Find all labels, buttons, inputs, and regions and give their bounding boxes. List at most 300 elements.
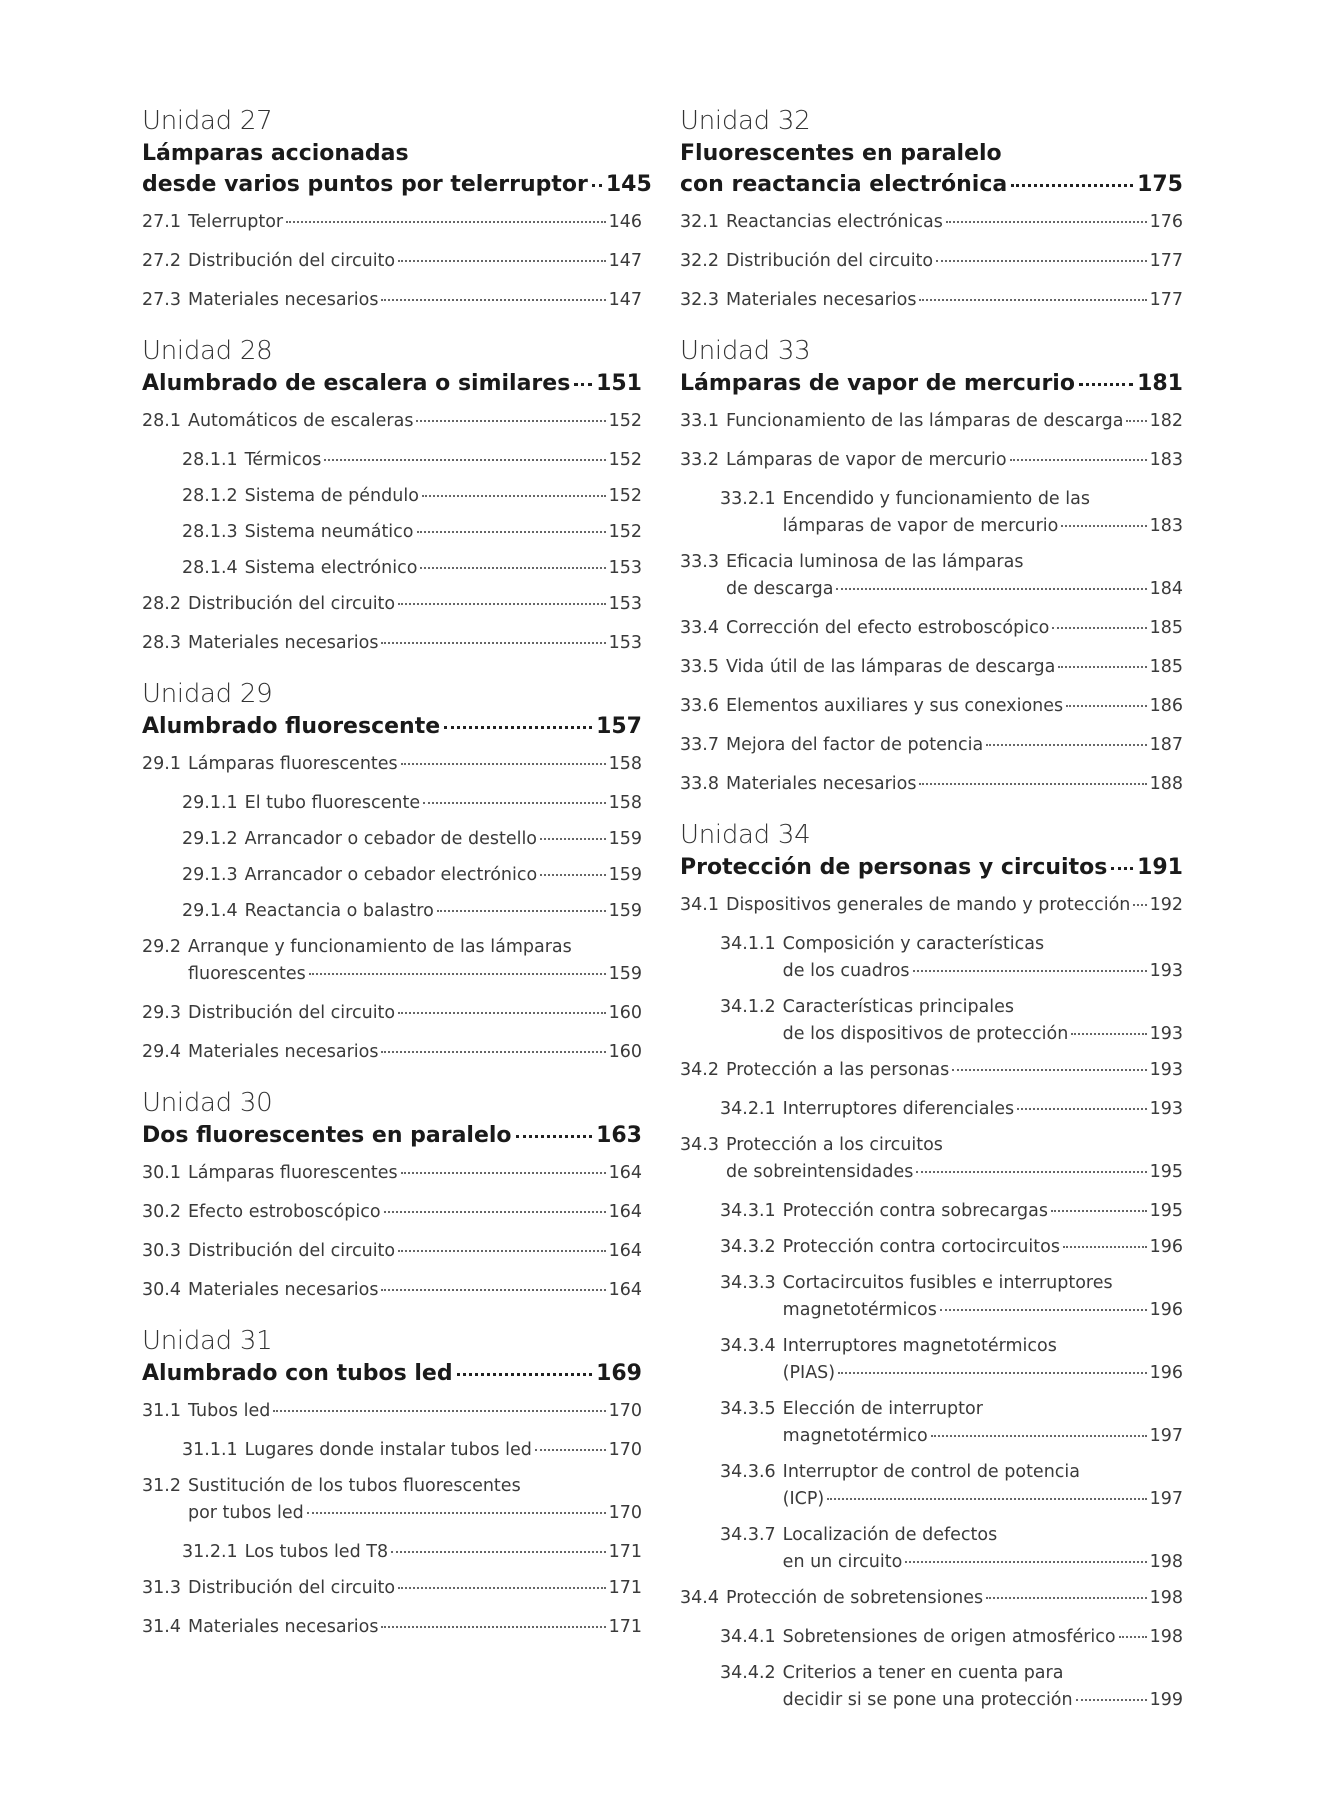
unit-title <box>142 711 642 742</box>
section-title-line: Distribución del circuito <box>725 251 934 271</box>
dot-leader <box>1071 1033 1146 1035</box>
section-page-number: 153 <box>608 633 642 653</box>
toc-entry <box>680 1585 1183 1612</box>
toc-subentry <box>142 447 642 474</box>
section-title-last-line <box>726 248 1183 275</box>
section-number: 28.3 <box>142 633 181 653</box>
section-page-number: 146 <box>608 212 642 232</box>
section-title-line: Elementos auxiliares y sus conexiones <box>725 696 1064 716</box>
toc-entry <box>142 1160 642 1187</box>
section-number: 29.1 <box>142 754 181 774</box>
section-body <box>188 1238 642 1265</box>
toc-entry <box>680 771 1183 798</box>
section-page-number: 183 <box>1149 516 1183 536</box>
section-body <box>188 1039 642 1066</box>
section-body <box>245 519 642 546</box>
dot-leader <box>540 838 606 840</box>
section-title-line: El tubo fluorescente <box>244 793 421 813</box>
section-title-line: Distribución del circuito <box>187 594 396 614</box>
toc-subentry <box>680 1333 1183 1387</box>
section-body <box>726 447 1183 474</box>
dot-leader <box>1052 627 1146 629</box>
section-body <box>188 1614 642 1641</box>
toc-entry <box>680 287 1183 314</box>
section-number: 34.3.1 <box>720 1201 776 1221</box>
section-title-last-line <box>783 1423 1183 1450</box>
unit-page-number: 145 <box>605 172 652 197</box>
section-body <box>726 248 1183 275</box>
dot-leader <box>324 459 605 461</box>
unit-title-last-line <box>142 711 642 742</box>
section-title-last-line <box>245 1539 642 1566</box>
dot-leader <box>398 1012 605 1014</box>
section-body <box>245 826 642 853</box>
section-body <box>783 931 1183 985</box>
toc-entry <box>142 287 642 314</box>
section-number: 33.6 <box>680 696 719 716</box>
section-body <box>783 1660 1183 1714</box>
section-body <box>188 1199 642 1226</box>
section-page-number: 198 <box>1149 1552 1183 1572</box>
dot-leader <box>931 1435 1147 1437</box>
section-page-number: 170 <box>608 1503 642 1523</box>
section-page-number: 177 <box>1149 290 1183 310</box>
toc-subentry <box>142 826 642 853</box>
section-body <box>783 1333 1183 1387</box>
section-title-last-line <box>245 826 642 853</box>
section-title-last-line <box>188 209 642 236</box>
section-body <box>726 1585 1183 1612</box>
dot-leader <box>1076 1699 1147 1701</box>
section-title-last-line <box>245 519 642 546</box>
section-title-line: Distribución del circuito <box>187 251 396 271</box>
section-number: 34.3 <box>680 1135 719 1155</box>
section-number: 32.2 <box>680 251 719 271</box>
toc-unit <box>142 677 642 1066</box>
section-body <box>188 1277 642 1304</box>
section-title-line: Materiales necesarios <box>187 1280 379 1300</box>
section-title-line: Vida útil de las lámparas de descarga <box>725 657 1056 677</box>
section-title-line: Lugares donde instalar tubos led <box>244 1440 532 1460</box>
section-body <box>188 1575 642 1602</box>
section-number: 29.1.3 <box>182 865 238 885</box>
section-body <box>245 862 642 889</box>
dot-leader <box>1126 420 1146 422</box>
section-number: 29.1.2 <box>182 829 238 849</box>
section-body <box>726 549 1183 603</box>
section-title-line: Localización de defectos <box>782 1525 998 1545</box>
section-number: 33.2.1 <box>720 489 776 509</box>
section-number: 31.3 <box>142 1578 181 1598</box>
section-page-number: 147 <box>608 251 642 271</box>
section-page-number: 192 <box>1149 895 1183 915</box>
section-title-last-line <box>726 693 1183 720</box>
section-title-line: (ICP) <box>782 1489 825 1509</box>
section-body <box>188 287 642 314</box>
section-page-number: 160 <box>608 1042 642 1062</box>
section-title-line: Funcionamiento de las lámparas de descarga <box>725 411 1124 431</box>
section-title-line: Distribución del circuito <box>187 1003 396 1023</box>
toc-subentry <box>142 1539 642 1566</box>
toc-entry <box>680 693 1183 720</box>
section-title-line: Encendido y funcionamiento de las <box>782 489 1090 509</box>
section-title-line: de descarga <box>725 579 834 599</box>
section-title-last-line <box>188 1277 642 1304</box>
dot-leader <box>1058 666 1146 668</box>
dot-leader <box>986 744 1146 746</box>
toc-unit <box>680 334 1183 798</box>
unit-page-number: 163 <box>596 1123 642 1148</box>
section-page-number: 196 <box>1149 1237 1183 1257</box>
section-title-line: magnetotérmicos <box>782 1300 937 1320</box>
section-title-line: Materiales necesarios <box>725 774 917 794</box>
section-number: 34.2.1 <box>720 1099 776 1119</box>
section-title-line: Interruptor de control de potencia <box>782 1462 1081 1482</box>
section-title-line: Sistema neumático <box>244 522 414 542</box>
unit-title <box>680 852 1183 883</box>
toc-entry <box>142 408 642 435</box>
dot-leader <box>416 420 605 422</box>
section-body <box>188 1160 642 1187</box>
toc-subentry <box>680 1096 1183 1123</box>
toc-entry <box>142 1238 642 1265</box>
section-page-number: 185 <box>1149 657 1183 677</box>
section-title-line: Sobretensiones de origen atmosférico <box>782 1627 1116 1647</box>
dot-leader <box>309 973 606 975</box>
dot-leader <box>401 763 606 765</box>
section-title-last-line <box>245 862 642 889</box>
toc-subentry <box>680 994 1183 1048</box>
toc-subentry <box>680 1198 1183 1225</box>
unit-title-last-line <box>680 169 1183 200</box>
section-number: 28.1.4 <box>182 558 238 578</box>
section-page-number: 170 <box>608 1401 642 1421</box>
section-body <box>188 1398 642 1425</box>
section-number: 34.3.5 <box>720 1399 776 1419</box>
section-title-last-line <box>726 732 1183 759</box>
section-page-number: 193 <box>1149 1060 1183 1080</box>
unit-title-line: desde varios puntos por telerruptor <box>142 172 588 197</box>
unit-title-last-line <box>680 852 1183 883</box>
section-body <box>783 1270 1183 1324</box>
toc-subentry <box>680 1270 1183 1324</box>
unit-label: Unidad 27 <box>142 106 273 136</box>
section-body <box>188 1000 642 1027</box>
dot-leader <box>1079 383 1133 386</box>
section-number: 31.1.1 <box>182 1440 238 1460</box>
section-title-last-line <box>726 615 1183 642</box>
toc-entry <box>142 630 642 657</box>
section-page-number: 170 <box>608 1440 642 1460</box>
section-number: 33.5 <box>680 657 719 677</box>
section-title-line: Los tubos led T8 <box>244 1542 389 1562</box>
section-number: 34.2 <box>680 1060 719 1080</box>
unit-title-last-line <box>680 368 1183 399</box>
section-title-last-line <box>188 1614 642 1641</box>
section-title-line: lámparas de vapor de mercurio <box>782 516 1059 536</box>
section-number: 31.4 <box>142 1617 181 1637</box>
toc-subentry <box>680 1234 1183 1261</box>
section-body <box>783 1096 1183 1123</box>
unit-title-last-line <box>142 368 642 399</box>
section-number: 30.2 <box>142 1202 181 1222</box>
dot-leader <box>398 1250 605 1252</box>
section-title-line: Materiales necesarios <box>187 1617 379 1637</box>
section-body <box>245 555 642 582</box>
section-page-number: 159 <box>608 964 642 984</box>
section-page-number: 187 <box>1149 735 1183 755</box>
dot-leader <box>381 642 605 644</box>
section-title-line: Arranque y funcionamiento de las lámparas <box>187 937 572 957</box>
section-title-last-line <box>188 630 642 657</box>
dot-leader <box>905 1561 1146 1563</box>
section-body <box>783 1198 1183 1225</box>
section-number: 30.3 <box>142 1241 181 1261</box>
dot-leader <box>1066 705 1146 707</box>
section-title-last-line <box>245 898 642 925</box>
unit-label: Unidad 29 <box>142 679 273 709</box>
section-page-number: 153 <box>608 594 642 614</box>
dot-leader <box>417 531 606 533</box>
toc-entry <box>142 1000 642 1027</box>
section-title-line: Protección a los circuitos <box>725 1135 943 1155</box>
section-title-line: fluorescentes <box>187 964 306 984</box>
section-body <box>783 1459 1183 1513</box>
unit-page-number: 169 <box>596 1361 642 1386</box>
section-page-number: 193 <box>1149 1099 1183 1119</box>
toc-entry <box>680 549 1183 603</box>
toc-subentry <box>680 1459 1183 1513</box>
section-title-last-line <box>188 1039 642 1066</box>
section-title-last-line <box>726 892 1183 919</box>
toc-entry <box>142 1473 642 1527</box>
section-title-last-line <box>245 790 642 817</box>
section-title-line: Protección contra sobrecargas <box>782 1201 1048 1221</box>
unit-title-line: Fluorescentes en paralelo <box>680 141 1002 166</box>
section-title-last-line <box>726 1159 1183 1186</box>
section-title-last-line <box>188 751 642 778</box>
section-number: 34.3.2 <box>720 1237 776 1257</box>
section-title-last-line <box>245 555 642 582</box>
section-body <box>726 615 1183 642</box>
toc-entry <box>680 654 1183 681</box>
toc-subentry <box>142 862 642 889</box>
section-number: 34.4 <box>680 1588 719 1608</box>
section-number: 34.3.7 <box>720 1525 776 1545</box>
section-title-line: en un circuito <box>782 1552 903 1572</box>
unit-title <box>142 368 642 399</box>
dot-leader <box>398 1587 605 1589</box>
section-title-last-line <box>726 287 1183 314</box>
section-title-line: por tubos led <box>187 1503 304 1523</box>
section-title-last-line <box>783 1297 1183 1324</box>
section-title-line: Protección de sobretensiones <box>725 1588 984 1608</box>
section-number: 29.1.1 <box>182 793 238 813</box>
section-title-last-line <box>188 248 642 275</box>
section-title-line: Materiales necesarios <box>187 1042 379 1062</box>
section-page-number: 199 <box>1149 1690 1183 1710</box>
dot-leader <box>936 260 1146 262</box>
section-page-number: 197 <box>1149 1426 1183 1446</box>
dot-leader <box>381 1289 605 1291</box>
section-number: 34.3.6 <box>720 1462 776 1482</box>
section-title-line: decidir si se pone una protección <box>782 1690 1073 1710</box>
section-page-number: 164 <box>608 1202 642 1222</box>
toc-entry <box>142 591 642 618</box>
unit-title <box>680 368 1183 399</box>
dot-leader <box>1010 459 1147 461</box>
section-title-line: Automáticos de escaleras <box>187 411 414 431</box>
section-body <box>726 654 1183 681</box>
unit-label: Unidad 32 <box>680 106 811 136</box>
toc-unit <box>680 104 1183 314</box>
section-number: 32.3 <box>680 290 719 310</box>
unit-page-number: 157 <box>596 714 642 739</box>
section-title-last-line <box>188 1000 642 1027</box>
section-body <box>245 483 642 510</box>
toc-entry <box>142 1277 642 1304</box>
section-title-line: Tubos led <box>187 1401 271 1421</box>
section-title-line: Materiales necesarios <box>187 633 379 653</box>
section-title-last-line <box>726 771 1183 798</box>
section-page-number: 158 <box>608 793 642 813</box>
dot-leader <box>574 383 592 386</box>
section-page-number: 147 <box>608 290 642 310</box>
section-number: 28.1.1 <box>182 450 238 470</box>
section-title-line: Protección contra cortocircuitos <box>782 1237 1060 1257</box>
section-page-number: 159 <box>608 829 642 849</box>
section-body <box>188 408 642 435</box>
unit-title-line: Protección de personas y circuitos <box>680 855 1108 880</box>
dot-leader <box>420 567 605 569</box>
section-body <box>188 934 642 988</box>
section-page-number: 164 <box>608 1163 642 1183</box>
unit-page-number: 181 <box>1137 371 1183 396</box>
dot-leader <box>836 588 1146 590</box>
section-number: 33.1 <box>680 411 719 431</box>
dot-leader <box>838 1372 1146 1374</box>
toc-entry <box>680 408 1183 435</box>
section-page-number: 152 <box>608 522 642 542</box>
section-number: 28.1.2 <box>182 486 238 506</box>
unit-page-number: 175 <box>1137 172 1183 197</box>
section-body <box>783 1234 1183 1261</box>
toc-entry <box>142 1575 642 1602</box>
dot-leader <box>1061 525 1146 527</box>
dot-leader <box>535 1449 606 1451</box>
section-title-line: Arrancador o cebador de destello <box>244 829 538 849</box>
section-number: 34.4.1 <box>720 1627 776 1647</box>
toc-entry <box>680 447 1183 474</box>
toc-subentry <box>680 1624 1183 1651</box>
section-title-last-line <box>188 1238 642 1265</box>
toc-entry <box>142 209 642 236</box>
section-title-last-line <box>783 1198 1183 1225</box>
section-title-line: (PIAS) <box>782 1363 836 1383</box>
section-title-line: Efecto estroboscópico <box>187 1202 381 1222</box>
section-number: 28.1 <box>142 411 181 431</box>
section-page-number: 186 <box>1149 696 1183 716</box>
section-body <box>726 693 1183 720</box>
dot-leader <box>919 783 1146 785</box>
section-title-last-line <box>188 287 642 314</box>
toc-subentry <box>142 790 642 817</box>
dot-leader <box>398 260 605 262</box>
toc-right-column <box>680 104 1183 1734</box>
toc-entry <box>142 934 642 988</box>
dot-leader <box>913 970 1147 972</box>
section-title-last-line <box>188 591 642 618</box>
section-page-number: 198 <box>1149 1627 1183 1647</box>
toc-subentry <box>142 483 642 510</box>
section-body <box>245 447 642 474</box>
dot-leader <box>384 1211 606 1213</box>
section-body <box>188 209 642 236</box>
dot-leader <box>516 1135 593 1138</box>
dot-leader <box>307 1512 606 1514</box>
dot-leader <box>940 1309 1147 1311</box>
section-number: 28.1.3 <box>182 522 238 542</box>
toc-unit <box>142 334 642 657</box>
section-page-number: 159 <box>608 865 642 885</box>
section-title-last-line <box>726 1585 1183 1612</box>
toc-entry <box>142 1614 642 1641</box>
section-title-last-line <box>783 1486 1183 1513</box>
toc-entry <box>680 209 1183 236</box>
toc-entry <box>680 248 1183 275</box>
dot-leader <box>1017 1108 1146 1110</box>
section-page-number: 183 <box>1149 450 1183 470</box>
section-title-line: Lámparas fluorescentes <box>187 1163 398 1183</box>
toc-subentry <box>142 519 642 546</box>
section-number: 27.2 <box>142 251 181 271</box>
section-title-line: Protección a las personas <box>725 1060 950 1080</box>
section-title-last-line <box>188 961 642 988</box>
section-title-last-line <box>726 1057 1183 1084</box>
section-number: 34.1.1 <box>720 934 776 954</box>
section-title-line: Características principales <box>782 997 1015 1017</box>
section-body <box>245 790 642 817</box>
section-title-last-line <box>783 1021 1183 1048</box>
section-number: 29.3 <box>142 1003 181 1023</box>
section-title-line: Cortacircuitos fusibles e interruptores <box>782 1273 1113 1293</box>
section-title-line: Sistema electrónico <box>244 558 418 578</box>
toc-subentry <box>680 486 1183 540</box>
section-body <box>188 751 642 778</box>
section-number: 34.3.4 <box>720 1336 776 1356</box>
section-page-number: 196 <box>1149 1300 1183 1320</box>
section-page-number: 193 <box>1149 961 1183 981</box>
section-title-line: de los cuadros <box>782 961 910 981</box>
section-title-line: Distribución del circuito <box>187 1578 396 1598</box>
section-page-number: 182 <box>1149 411 1183 431</box>
section-title-last-line <box>188 1160 642 1187</box>
section-title-last-line <box>188 1398 642 1425</box>
section-number: 30.1 <box>142 1163 181 1183</box>
section-title-line: Lámparas fluorescentes <box>187 754 398 774</box>
toc-subentry <box>142 898 642 925</box>
section-body <box>726 892 1183 919</box>
section-page-number: 198 <box>1149 1588 1183 1608</box>
section-body <box>783 1396 1183 1450</box>
section-number: 27.1 <box>142 212 181 232</box>
section-title-last-line <box>783 1624 1183 1651</box>
section-number: 34.4.2 <box>720 1663 776 1683</box>
section-title-last-line <box>783 513 1183 540</box>
section-page-number: 152 <box>608 411 642 431</box>
unit-title <box>142 1358 642 1389</box>
unit-title-line: Dos fluorescentes en paralelo <box>142 1123 512 1148</box>
